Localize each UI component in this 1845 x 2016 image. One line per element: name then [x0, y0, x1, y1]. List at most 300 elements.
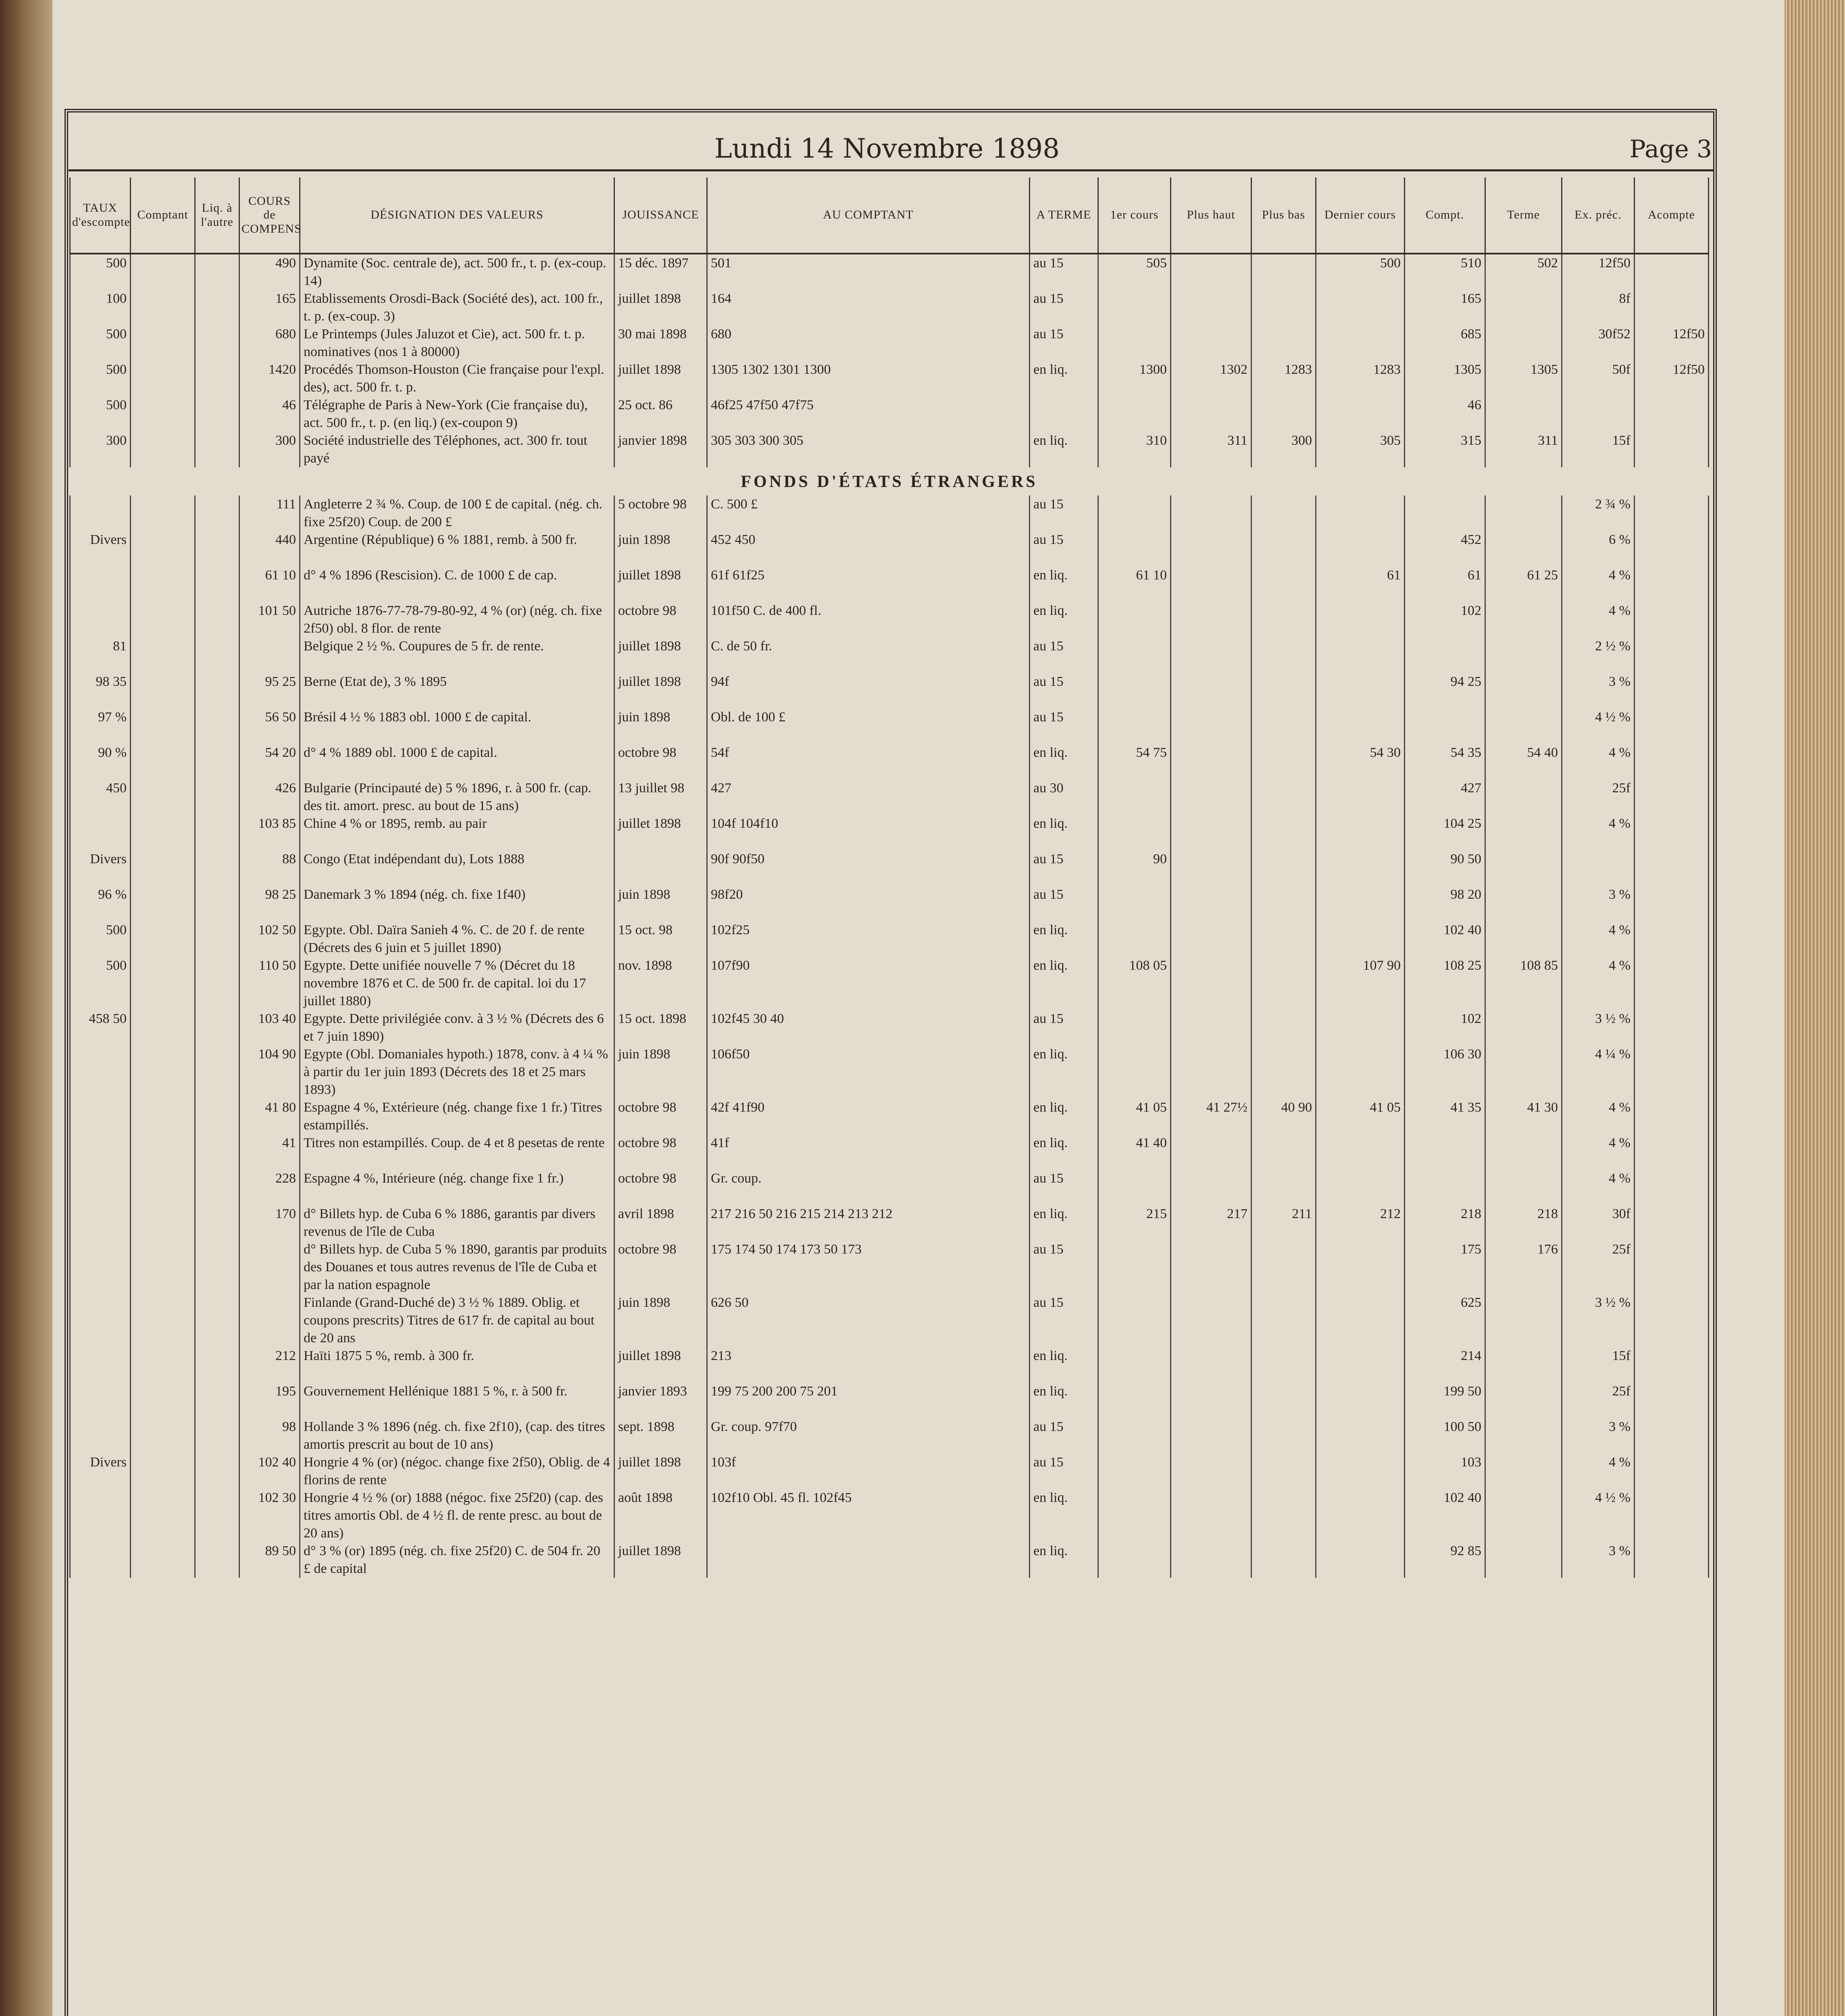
cell-rep_l: [195, 1241, 239, 1294]
cell-cours: 95 25: [239, 673, 300, 708]
cell-jouis: octobre 98: [614, 744, 707, 779]
cell-cl_t: 176: [1485, 1241, 1562, 1294]
cell-ex: 4 %: [1562, 1134, 1635, 1170]
cell-name: d° Billets hyp. de Cuba 6 % 1886, garantis par divers revenus de l'île de Cuba: [300, 1205, 614, 1241]
cell-hi: [1171, 1170, 1252, 1205]
cell-cl_t: [1485, 921, 1562, 957]
cell-cours: 103 40: [239, 1010, 300, 1045]
cell-ex: 6 %: [1562, 531, 1635, 566]
col-dernier-cours: Dernier cours: [1316, 177, 1405, 254]
cell-hi: [1171, 921, 1252, 957]
cell-name: Berne (Etat de), 3 % 1895: [300, 673, 614, 708]
cell-hi: [1171, 566, 1252, 602]
cell-comptant: Obl. de 100 £: [707, 708, 1030, 744]
col-liq: Liq. à l'autre: [195, 177, 239, 254]
cell-cours: 89 50: [239, 1542, 300, 1578]
cell-hi: [1171, 957, 1252, 1010]
cell-cl_t: [1485, 1045, 1562, 1099]
cell-cl_t: [1485, 1542, 1562, 1578]
stock-quotes-table: [69, 177, 1709, 1578]
cell-rep_l: [195, 744, 239, 779]
cell-rep_c: [131, 1205, 195, 1241]
cell-rep_c: [131, 396, 195, 432]
cell-name: Danemark 3 % 1894 (nég. ch. fixe 1f40): [300, 886, 614, 921]
cell-cours: 426: [239, 779, 300, 815]
cell-last: 1283: [1316, 361, 1405, 396]
cell-name: Titres non estampillés. Coup. de 4 et 8 pesetas de rente: [300, 1134, 614, 1170]
cell-ac: [1635, 1099, 1709, 1134]
cell-taux: [70, 1489, 131, 1542]
cell-ex: 4 %: [1562, 921, 1635, 957]
cell-lo: [1252, 602, 1316, 637]
cell-term: au 15: [1030, 1241, 1098, 1294]
cell-ex: 2 ½ %: [1562, 637, 1635, 673]
col-cloture-terme: Terme: [1485, 177, 1562, 254]
cell-ex: 2 ¾ %: [1562, 496, 1635, 531]
cell-jouis: 15 oct. 98: [614, 921, 707, 957]
cell-rep_c: [131, 708, 195, 744]
cell-lo: [1252, 1347, 1316, 1383]
cell-rep_l: [195, 957, 239, 1010]
cell-taux: [70, 566, 131, 602]
cell-rep_c: [131, 1383, 195, 1418]
table-row: [70, 957, 1709, 1010]
col-au-comptant: AU COMPTANT: [707, 177, 1030, 254]
cell-cl_t: 108 85: [1485, 957, 1562, 1010]
cell-c1: [1098, 708, 1171, 744]
header-rule: [69, 169, 1714, 171]
cell-lo: [1252, 325, 1316, 361]
cell-last: [1316, 886, 1405, 921]
cell-taux: 500: [70, 396, 131, 432]
cell-ac: [1635, 432, 1709, 467]
col-a-terme: A TERME: [1030, 177, 1098, 254]
cell-lo: [1252, 396, 1316, 432]
cell-term: en liq.: [1030, 744, 1098, 779]
cell-hi: [1171, 396, 1252, 432]
cell-name: Belgique 2 ½ %. Coupures de 5 fr. de rente.: [300, 637, 614, 673]
cell-lo: [1252, 566, 1316, 602]
col-cloture-compt: Compt.: [1405, 177, 1485, 254]
cell-c1: [1098, 1418, 1171, 1454]
cell-lo: [1252, 496, 1316, 531]
cell-ac: [1635, 1454, 1709, 1489]
cell-last: [1316, 1347, 1405, 1383]
cell-ex: 50f: [1562, 361, 1635, 396]
table-row: [70, 850, 1709, 886]
cell-cours: 104 90: [239, 1045, 300, 1099]
cell-jouis: [614, 850, 707, 886]
cell-name: Gouvernement Hellénique 1881 5 %, r. à 500 fr.: [300, 1383, 614, 1418]
cell-cl_c: [1405, 637, 1485, 673]
cell-cl_c: 54 35: [1405, 744, 1485, 779]
cell-cours: [239, 1294, 300, 1347]
col-acompte: Acompte: [1635, 177, 1709, 254]
cell-comptant: 41f: [707, 1134, 1030, 1170]
cell-cl_c: 103: [1405, 1454, 1485, 1489]
cell-cours: 490: [239, 254, 300, 290]
table-row: [70, 1134, 1709, 1170]
table-row: [70, 815, 1709, 850]
cell-jouis: sept. 1898: [614, 1418, 707, 1454]
cell-rep_c: [131, 1170, 195, 1205]
cell-ac: [1635, 1347, 1709, 1383]
cell-cl_c: 100 50: [1405, 1418, 1485, 1454]
cell-cl_t: [1485, 1134, 1562, 1170]
cell-ac: [1635, 1010, 1709, 1045]
cell-taux: [70, 1383, 131, 1418]
cell-comptant: 42f 41f90: [707, 1099, 1030, 1134]
cell-jouis: 5 octobre 98: [614, 496, 707, 531]
cell-taux: 81: [70, 637, 131, 673]
cell-term: en liq.: [1030, 957, 1098, 1010]
cell-cours: 440: [239, 531, 300, 566]
cell-last: 107 90: [1316, 957, 1405, 1010]
cell-last: [1316, 673, 1405, 708]
cell-term: en liq.: [1030, 1099, 1098, 1134]
cell-cl_t: 61 25: [1485, 566, 1562, 602]
cell-ex: 3 %: [1562, 886, 1635, 921]
cell-jouis: janvier 1898: [614, 432, 707, 467]
cell-cl_c: 218: [1405, 1205, 1485, 1241]
cell-cl_t: [1485, 531, 1562, 566]
cell-taux: Divers: [70, 850, 131, 886]
cell-ac: [1635, 850, 1709, 886]
cell-name: Brésil 4 ½ % 1883 obl. 1000 £ de capital.: [300, 708, 614, 744]
cell-ac: [1635, 815, 1709, 850]
cell-jouis: juin 1898: [614, 531, 707, 566]
cell-last: [1316, 1010, 1405, 1045]
cell-cours: 195: [239, 1383, 300, 1418]
cell-taux: 98 35: [70, 673, 131, 708]
cell-name: Argentine (République) 6 % 1881, remb. à 500 fr.: [300, 531, 614, 566]
table-row: [70, 1294, 1709, 1347]
table-row: [70, 496, 1709, 531]
cell-last: [1316, 850, 1405, 886]
cell-last: [1316, 1489, 1405, 1542]
cell-ex: 4 %: [1562, 1170, 1635, 1205]
cell-taux: 500: [70, 957, 131, 1010]
cell-last: [1316, 325, 1405, 361]
cell-rep_l: [195, 1045, 239, 1099]
cell-last: [1316, 1383, 1405, 1418]
cell-rep_c: [131, 1134, 195, 1170]
cell-term: au 15: [1030, 290, 1098, 325]
cell-lo: [1252, 673, 1316, 708]
cell-c1: 61 10: [1098, 566, 1171, 602]
cell-cours: 102 50: [239, 921, 300, 957]
cell-hi: [1171, 886, 1252, 921]
cell-hi: [1171, 744, 1252, 779]
table-row: [70, 1045, 1709, 1099]
cell-cl_t: [1485, 1383, 1562, 1418]
table-row: [70, 290, 1709, 325]
book-gutter: [0, 0, 60, 2016]
cell-rep_l: [195, 1099, 239, 1134]
cell-comptant: 164: [707, 290, 1030, 325]
table-row: [70, 1489, 1709, 1542]
cell-term: en liq.: [1030, 1347, 1098, 1383]
cell-lo: 300: [1252, 432, 1316, 467]
cell-rep_c: [131, 921, 195, 957]
cell-comptant: 452 450: [707, 531, 1030, 566]
cell-ac: [1635, 957, 1709, 1010]
cell-rep_c: [131, 779, 195, 815]
cell-comptant: Gr. coup. 97f70: [707, 1418, 1030, 1454]
cell-term: en liq.: [1030, 921, 1098, 957]
col-premier-cours: 1er cours: [1098, 177, 1171, 254]
cell-term: au 15: [1030, 1170, 1098, 1205]
cell-comptant: 199 75 200 200 75 201: [707, 1383, 1030, 1418]
cell-taux: 458 50: [70, 1010, 131, 1045]
cell-cl_c: [1405, 1134, 1485, 1170]
cell-cl_t: 54 40: [1485, 744, 1562, 779]
cell-jouis: juillet 1898: [614, 361, 707, 396]
cell-hi: [1171, 1383, 1252, 1418]
cell-ac: [1635, 1542, 1709, 1578]
cell-cl_c: 102: [1405, 1010, 1485, 1045]
cell-cl_t: 218: [1485, 1205, 1562, 1241]
cell-term: en liq.: [1030, 566, 1098, 602]
cell-hi: 1302: [1171, 361, 1252, 396]
cell-last: [1316, 1294, 1405, 1347]
cell-lo: [1252, 850, 1316, 886]
cell-comptant: 213: [707, 1347, 1030, 1383]
cell-term: au 15: [1030, 1418, 1098, 1454]
cell-name: d° 4 % 1896 (Rescision). C. de 1000 £ de cap.: [300, 566, 614, 602]
section-title: FONDS D'ÉTATS ÉTRANGERS: [741, 473, 1038, 491]
cell-lo: 40 90: [1252, 1099, 1316, 1134]
table-row: [70, 531, 1709, 566]
cell-lo: [1252, 815, 1316, 850]
cell-rep_l: [195, 637, 239, 673]
table-row: [70, 396, 1709, 432]
cell-cours: 88: [239, 850, 300, 886]
cell-cours: 300: [239, 432, 300, 467]
cell-taux: 97 %: [70, 708, 131, 744]
cell-name: Hollande 3 % 1896 (nég. ch. fixe 2f10), (cap. des titres amortis prescrit au bout de 10 ans): [300, 1418, 614, 1454]
cell-jouis: août 1898: [614, 1489, 707, 1542]
cell-cl_t: [1485, 1489, 1562, 1542]
cell-cl_t: [1485, 850, 1562, 886]
cell-rep_l: [195, 850, 239, 886]
cell-ac: [1635, 1170, 1709, 1205]
cell-ex: 3 %: [1562, 1542, 1635, 1578]
cell-ac: [1635, 779, 1709, 815]
cell-ex: 4 ¼ %: [1562, 1045, 1635, 1099]
cell-rep_c: [131, 815, 195, 850]
table-row: [70, 744, 1709, 779]
cell-taux: 500: [70, 325, 131, 361]
cell-rep_l: [195, 673, 239, 708]
cell-hi: [1171, 1241, 1252, 1294]
cell-last: [1316, 1045, 1405, 1099]
cell-cl_c: 427: [1405, 779, 1485, 815]
cell-c1: 505: [1098, 254, 1171, 290]
table-row: [70, 1099, 1709, 1134]
table-row: [70, 1241, 1709, 1294]
cell-ex: 4 %: [1562, 566, 1635, 602]
cell-ex: 30f52: [1562, 325, 1635, 361]
cell-c1: 41 05: [1098, 1099, 1171, 1134]
cell-cours: 41 80: [239, 1099, 300, 1134]
cell-cours: 46: [239, 396, 300, 432]
cell-comptant: C. 500 £: [707, 496, 1030, 531]
cell-last: [1316, 396, 1405, 432]
table-row: [70, 566, 1709, 602]
cell-rep_l: [195, 708, 239, 744]
cell-last: [1316, 637, 1405, 673]
cell-comptant: 107f90: [707, 957, 1030, 1010]
cell-name: Egypte. Obl. Daïra Sanieh 4 %. C. de 20 f. de rente (Décrets des 6 juin et 5 juillet 1890): [300, 921, 614, 957]
cell-cours: 228: [239, 1170, 300, 1205]
cell-term: en liq.: [1030, 1205, 1098, 1241]
cell-jouis: octobre 98: [614, 1134, 707, 1170]
cell-name: Espagne 4 %, Intérieure (nég. change fixe 1 fr.): [300, 1170, 614, 1205]
cell-ac: [1635, 1241, 1709, 1294]
cell-cl_t: [1485, 815, 1562, 850]
cell-jouis: juillet 1898: [614, 566, 707, 602]
cell-ac: [1635, 1294, 1709, 1347]
cell-hi: [1171, 1454, 1252, 1489]
table-row: [70, 1170, 1709, 1205]
cell-term: en liq.: [1030, 815, 1098, 850]
cell-taux: [70, 1241, 131, 1294]
cell-rep_l: [195, 815, 239, 850]
cell-jouis: juillet 1898: [614, 1347, 707, 1383]
cell-lo: [1252, 921, 1316, 957]
cell-cl_c: 102 40: [1405, 1489, 1485, 1542]
cell-term: au 15: [1030, 708, 1098, 744]
cell-hi: [1171, 815, 1252, 850]
cell-cl_c: 452: [1405, 531, 1485, 566]
cell-rep_l: [195, 432, 239, 467]
cell-jouis: octobre 98: [614, 1170, 707, 1205]
cell-jouis: juillet 1898: [614, 1542, 707, 1578]
cell-name: d° 4 % 1889 obl. 1000 £ de capital.: [300, 744, 614, 779]
cell-name: Egypte (Obl. Domaniales hypoth.) 1878, conv. à 4 ¼ % à partir du 1er juin 1893 (Décrets des 18 et 25 mars 1893): [300, 1045, 614, 1099]
cell-name: Etablissements Orosdi-Back (Société des), act. 100 fr., t. p. (ex-coup. 3): [300, 290, 614, 325]
cell-cl_c: [1405, 1170, 1485, 1205]
cell-term: en liq.: [1030, 1542, 1098, 1578]
cell-c1: [1098, 1347, 1171, 1383]
cell-taux: [70, 1205, 131, 1241]
cell-term: au 15: [1030, 637, 1098, 673]
cell-rep_c: [131, 361, 195, 396]
cell-hi: [1171, 708, 1252, 744]
cell-cours: 98 25: [239, 886, 300, 921]
cell-rep_l: [195, 1347, 239, 1383]
cell-hi: [1171, 1489, 1252, 1542]
cell-comptant: 94f: [707, 673, 1030, 708]
cell-rep_l: [195, 1294, 239, 1347]
table-body-companies: [70, 254, 1709, 467]
cell-name: Dynamite (Soc. centrale de), act. 500 fr., t. p. (ex-coup. 14): [300, 254, 614, 290]
cell-taux: 450: [70, 779, 131, 815]
cell-ex: 4 ½ %: [1562, 708, 1635, 744]
cell-ex: 30f: [1562, 1205, 1635, 1241]
cell-rep_c: [131, 254, 195, 290]
cell-cl_c: 175: [1405, 1241, 1485, 1294]
cell-rep_l: [195, 290, 239, 325]
cell-lo: [1252, 1454, 1316, 1489]
cell-cl_t: [1485, 673, 1562, 708]
cell-jouis: juin 1898: [614, 1294, 707, 1347]
cell-comptant: C. de 50 fr.: [707, 637, 1030, 673]
cell-hi: 217: [1171, 1205, 1252, 1241]
cell-name: Chine 4 % or 1895, remb. au pair: [300, 815, 614, 850]
cell-ex: 3 %: [1562, 673, 1635, 708]
cell-cl_c: 315: [1405, 432, 1485, 467]
cell-name: Procédés Thomson-Houston (Cie française pour l'expl. des), act. 500 fr. t. p.: [300, 361, 614, 396]
cell-cl_t: [1485, 1418, 1562, 1454]
cell-name: Egypte. Dette unifiée nouvelle 7 % (Décret du 18 novembre 1876 et C. de 500 fr. de capital. loi du 17 juillet 1880): [300, 957, 614, 1010]
cell-taux: [70, 1045, 131, 1099]
cell-rep_l: [195, 1383, 239, 1418]
cell-rep_l: [195, 1134, 239, 1170]
page-edges: [1785, 0, 1845, 2016]
cell-jouis: octobre 98: [614, 1241, 707, 1294]
cell-cl_c: 102: [1405, 602, 1485, 637]
cell-rep_l: [195, 1205, 239, 1241]
cell-cours: [239, 637, 300, 673]
col-comptant: Comptant: [131, 177, 195, 254]
cell-hi: [1171, 496, 1252, 531]
cell-rep_l: [195, 361, 239, 396]
cell-c1: [1098, 496, 1171, 531]
cell-c1: 54 75: [1098, 744, 1171, 779]
cell-jouis: juillet 1898: [614, 290, 707, 325]
cell-rep_c: [131, 1010, 195, 1045]
cell-c1: [1098, 637, 1171, 673]
cell-lo: [1252, 290, 1316, 325]
cell-cl_t: 502: [1485, 254, 1562, 290]
cell-comptant: 427: [707, 779, 1030, 815]
cell-last: [1316, 1454, 1405, 1489]
cell-ac: [1635, 673, 1709, 708]
cell-ac: [1635, 886, 1709, 921]
cell-name: d° 3 % (or) 1895 (nég. ch. fixe 25f20) C. de 504 fr. 20 £ de capital: [300, 1542, 614, 1578]
cell-hi: [1171, 531, 1252, 566]
cell-hi: [1171, 1542, 1252, 1578]
cell-cl_c: 685: [1405, 325, 1485, 361]
cell-ac: [1635, 1205, 1709, 1241]
cell-taux: [70, 1170, 131, 1205]
cell-lo: 1283: [1252, 361, 1316, 396]
cell-cours: 102 30: [239, 1489, 300, 1542]
cell-term: en liq.: [1030, 432, 1098, 467]
cell-taux: 500: [70, 361, 131, 396]
cell-rep_c: [131, 886, 195, 921]
cell-last: 212: [1316, 1205, 1405, 1241]
cell-cl_c: 61: [1405, 566, 1485, 602]
table-row: [70, 1383, 1709, 1418]
table-row: [70, 1542, 1709, 1578]
cell-c1: [1098, 1454, 1171, 1489]
cell-ex: [1562, 396, 1635, 432]
table-row: [70, 779, 1709, 815]
cell-ex: 4 %: [1562, 602, 1635, 637]
cell-rep_c: [131, 566, 195, 602]
cell-rep_c: [131, 1542, 195, 1578]
cell-name: Bulgarie (Principauté de) 5 % 1896, r. à 500 fr. (cap. des tit. amort. presc. au bout de 15 ans): [300, 779, 614, 815]
cell-c1: [1098, 673, 1171, 708]
table-row: [70, 254, 1709, 290]
cell-last: [1316, 1241, 1405, 1294]
col-taux: TAUX d'escompte: [70, 177, 131, 254]
cell-taux: [70, 1294, 131, 1347]
cell-cl_t: [1485, 1454, 1562, 1489]
